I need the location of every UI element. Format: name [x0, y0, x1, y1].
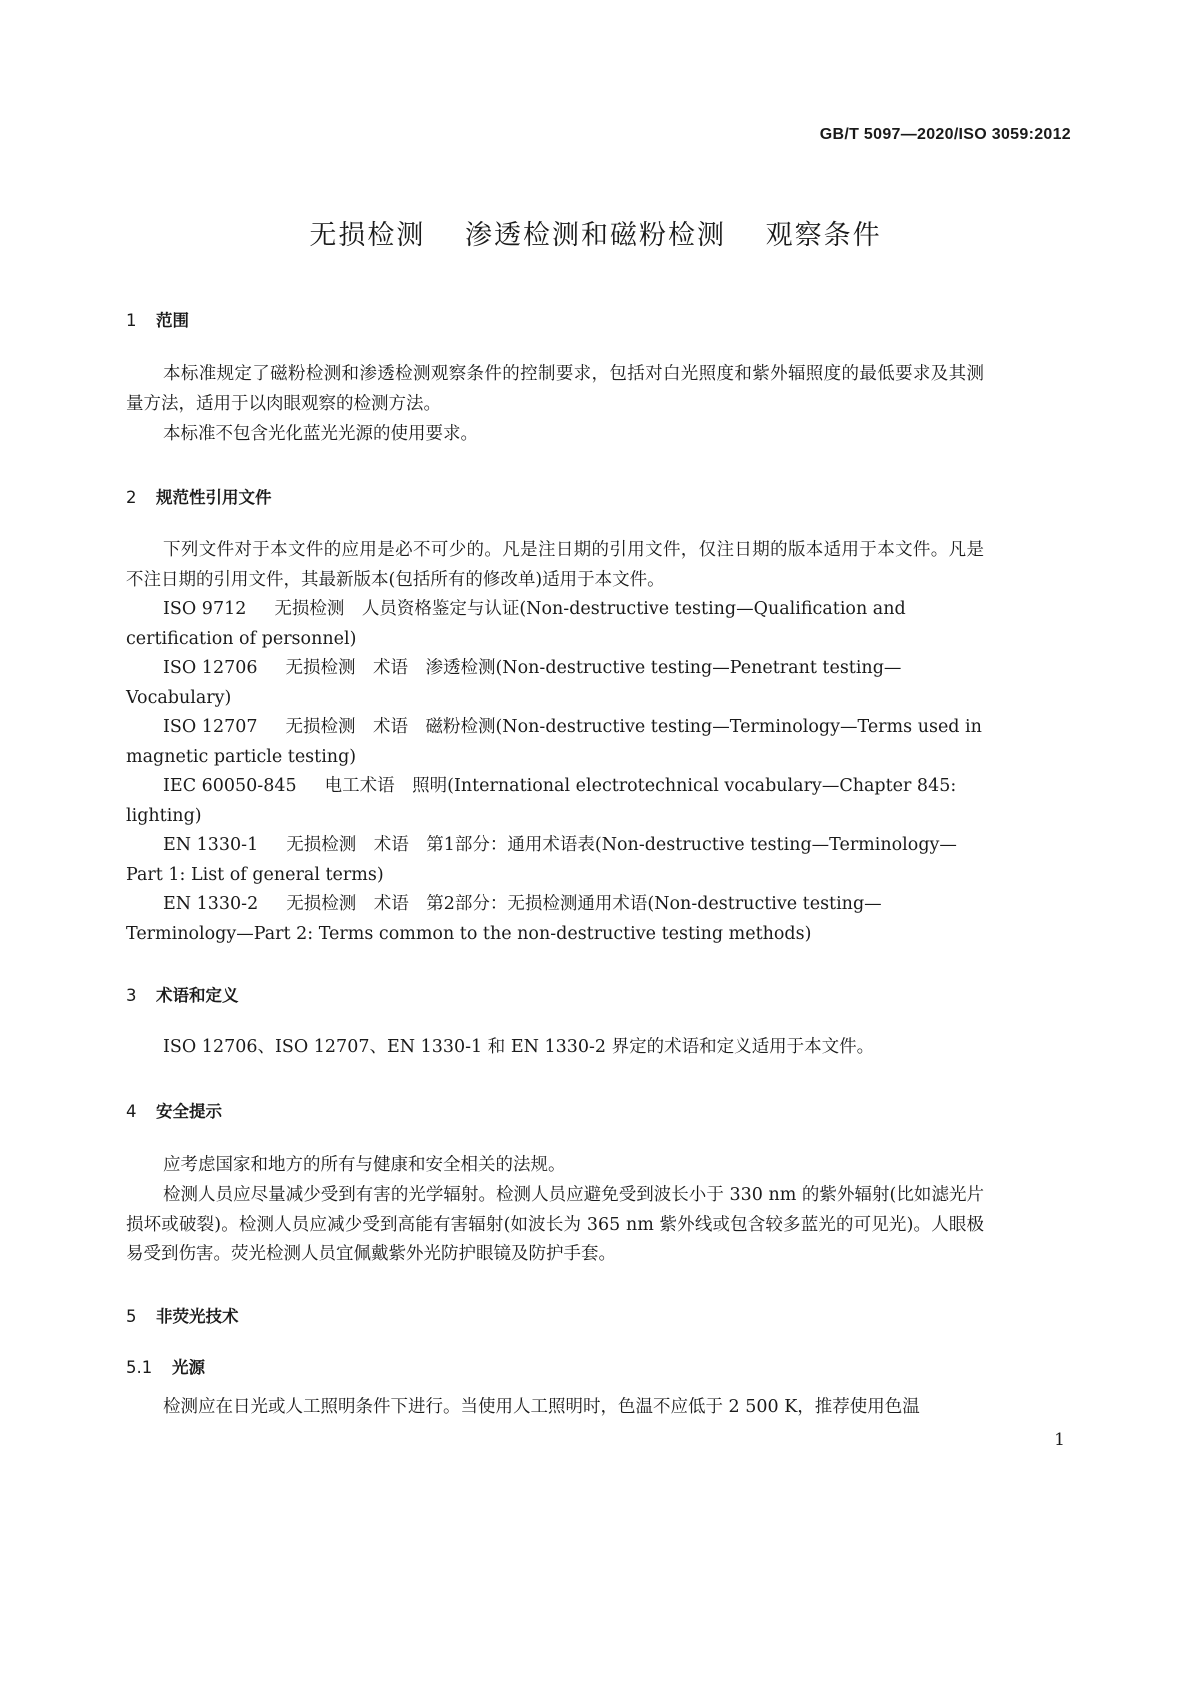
section-1-heading — [126, 307, 189, 331]
reference-item — [126, 713, 984, 772]
section-5-1-paragraph-1: 检测应在日光或人工照明条件下进行。当使用人工照明时，色温不应低于 2 500 K，推荐使用色温 — [163, 1397, 920, 1417]
reference-english-title: (International electrotechnical vocabulary—Chapter 845: lighting) — [126, 776, 957, 826]
reference-code: ISO 12707 — [163, 717, 258, 737]
section-5-heading — [126, 1303, 239, 1327]
reference-chinese-title: 无损检测 术语 磁粉检测 — [285, 717, 496, 737]
section-title: 范围 — [156, 311, 189, 330]
reference-code: IEC 60050-845 — [163, 776, 297, 796]
reference-english-title: (Non-destructive testing—Terminology—Terms used in magnetic particle testing) — [126, 717, 982, 767]
reference-item — [126, 772, 984, 831]
reference-item — [126, 890, 984, 949]
section-title: 光源 — [172, 1358, 205, 1377]
section-number: 5.1 — [126, 1358, 153, 1377]
reference-chinese-title: 无损检测 人员资格鉴定与认证 — [274, 599, 520, 619]
section-4-heading — [126, 1098, 222, 1122]
section-2-paragraph-1: 下列文件对于本文件的应用是必不可少的。凡是注日期的引用文件，仅注日期的版本适用于本文件。凡是不注日期的引用文件，其最新版本(包括所有的修改单)适用于本文件。 — [126, 540, 984, 590]
reference-english-title: (Non-destructive testing—Terminology—Part 1: List of general terms) — [126, 835, 957, 885]
section-4-paragraph-1: 应考虑国家和地方的所有与健康和安全相关的法规。 — [163, 1155, 566, 1175]
reference-chinese-title: 无损检测 术语 渗透检测 — [285, 658, 496, 678]
title-part-3: 观察条件 — [765, 220, 882, 251]
reference-code: EN 1330-1 — [163, 835, 259, 855]
standard-number: GB/T 5097—2020/ISO 3059:2012 — [819, 126, 1071, 143]
section-number: 5 — [126, 1307, 137, 1326]
section-2-heading — [126, 484, 272, 508]
reference-item — [126, 595, 984, 654]
reference-chinese-title: 无损检测 术语 第1部分：通用术语表 — [286, 835, 595, 855]
reference-chinese-title: 电工术语 照明 — [324, 776, 448, 796]
reference-english-title: (Non-destructive testing—Qualification and certification of personnel) — [126, 599, 906, 649]
reference-code: ISO 9712 — [163, 599, 247, 619]
section-title: 术语和定义 — [156, 986, 239, 1005]
reference-item — [126, 654, 984, 713]
reference-english-title: (Non-destructive testing—Penetrant testing—Vocabulary) — [126, 658, 902, 708]
page-number: 1 — [1054, 1430, 1065, 1450]
section-number: 4 — [126, 1102, 137, 1121]
section-5-1-heading — [126, 1354, 205, 1378]
section-1-paragraph-1: 本标准规定了磁粉检测和渗透检测观察条件的控制要求，包括对白光照度和紫外辐照度的最低要求及其测量方法，适用于以肉眼观察的检测方法。 — [126, 364, 984, 414]
section-title: 规范性引用文件 — [156, 488, 272, 507]
reference-code: EN 1330-2 — [163, 894, 259, 914]
title-part-1: 无损检测 — [309, 220, 426, 251]
section-title: 非荧光技术 — [156, 1307, 239, 1326]
section-number: 3 — [126, 986, 137, 1005]
reference-chinese-title: 无损检测 术语 第2部分：无损检测通用术语 — [286, 894, 648, 914]
reference-item — [126, 831, 984, 890]
reference-english-title: (Non-destructive testing—Terminology—Part 2: Terms common to the non-destructive testing methods) — [126, 894, 882, 944]
section-1-paragraph-2: 本标准不包含光化蓝光光源的使用要求。 — [163, 424, 478, 444]
title-part-2: 渗透检测和磁粉检测 — [465, 220, 726, 251]
section-number: 1 — [126, 311, 137, 330]
section-4-paragraph-2: 检测人员应尽量减少受到有害的光学辐射。检测人员应避免受到波长小于 330 nm 的紫外辐射(比如滤光片损坏或破裂)。检测人员应减少受到高能有害辐射(如波长为 365 nm 紫外线或包含较多蓝光的可见光)。人眼极易受到伤害。荧光检测人员宜佩戴紫外光防护眼镜及防护手套。 — [126, 1185, 984, 1264]
section-3-heading — [126, 982, 239, 1006]
section-3-paragraph-1: ISO 12706、ISO 12707、EN 1330-1 和 EN 1330-2 界定的术语和定义适用于本文件。 — [163, 1037, 875, 1057]
section-title: 安全提示 — [156, 1102, 222, 1121]
section-number: 2 — [126, 488, 137, 507]
reference-code: ISO 12706 — [163, 658, 258, 678]
document-title — [0, 213, 1191, 252]
